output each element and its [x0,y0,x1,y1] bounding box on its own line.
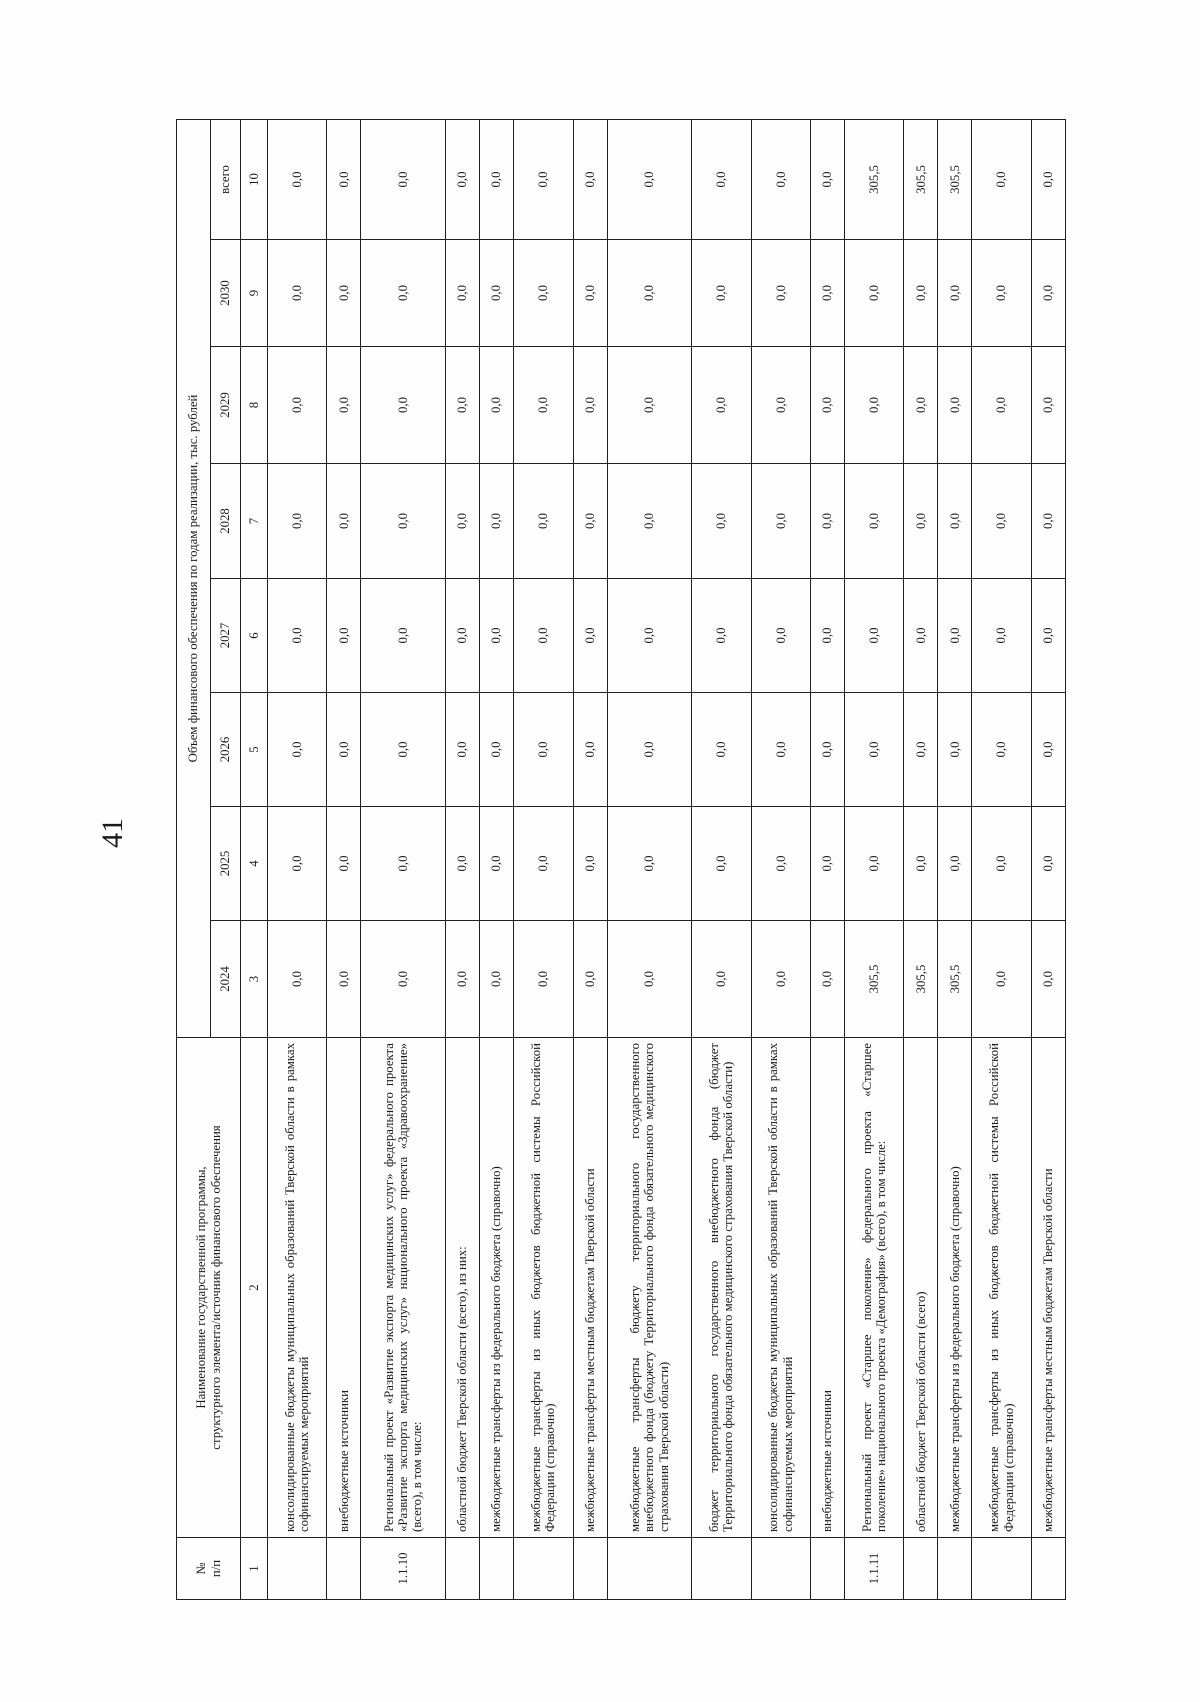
header-colnums-row [241,119,268,1599]
row-value: 0,0 [573,464,607,579]
row-value: 0,0 [480,464,514,579]
table-row [480,119,514,1599]
row-value: 0,0 [692,921,751,1038]
row-number [446,1538,480,1600]
table-row [446,119,480,1599]
header-year: 2026 [211,693,241,807]
row-value: 0,0 [692,464,751,579]
row-value: 0,0 [972,464,1031,579]
row-value: 0,0 [844,347,903,464]
row-value: 0,0 [327,693,361,807]
header-year: всего [211,119,241,239]
row-value: 0,0 [972,807,1031,921]
column-number: 8 [241,347,268,464]
row-value: 0,0 [751,579,810,693]
row-value: 0,0 [810,464,844,579]
row-value: 0,0 [268,807,327,921]
row-name: областной бюджет Тверской области (всего), из них: [446,1038,480,1538]
table-row [514,119,573,1599]
header-volume: Объем финансового обеспечения по годам реализации, тыс. рублей [177,119,211,1037]
row-value: 0,0 [1031,347,1065,464]
table-row [361,119,446,1599]
row-value: 0,0 [361,693,446,807]
row-value: 0,0 [904,807,938,921]
row-value: 0,0 [607,807,692,921]
table-row [692,119,751,1599]
row-value: 0,0 [810,240,844,347]
row-value: 0,0 [1031,921,1065,1038]
table-row [1031,119,1065,1599]
table-row [268,119,327,1599]
row-value: 0,0 [972,693,1031,807]
table-row [844,119,903,1599]
row-value: 0,0 [1031,807,1065,921]
row-value: 0,0 [607,119,692,239]
row-value: 0,0 [938,579,972,693]
row-name: областной бюджет Тверской области (всего) [904,1038,938,1538]
row-value: 0,0 [480,693,514,807]
table-body [268,119,1066,1599]
row-number [904,1538,938,1600]
row-value: 0,0 [573,240,607,347]
row-value: 0,0 [268,693,327,807]
row-number [692,1538,751,1600]
row-value: 0,0 [692,807,751,921]
row-value: 0,0 [1031,119,1065,239]
header-year: 2028 [211,464,241,579]
row-value: 0,0 [327,579,361,693]
row-value: 0,0 [446,921,480,1038]
row-value: 305,5 [844,119,903,239]
row-number [1031,1538,1065,1600]
row-number [810,1538,844,1600]
row-value: 0,0 [268,347,327,464]
row-value: 0,0 [607,921,692,1038]
row-value: 0,0 [327,807,361,921]
row-value: 0,0 [268,579,327,693]
row-value: 0,0 [810,347,844,464]
column-number: 9 [241,240,268,347]
row-value: 0,0 [692,347,751,464]
row-value: 0,0 [573,347,607,464]
row-value: 0,0 [514,119,573,239]
table-row [573,119,607,1599]
column-number: 5 [241,693,268,807]
page-number: 41 [96,818,129,848]
row-value: 0,0 [480,579,514,693]
row-value: 0,0 [938,464,972,579]
row-value: 0,0 [844,464,903,579]
row-value: 0,0 [573,921,607,1038]
row-value: 0,0 [573,119,607,239]
row-number [573,1538,607,1600]
column-number: 10 [241,119,268,239]
row-value: 0,0 [480,807,514,921]
row-value: 0,0 [810,119,844,239]
row-value: 0,0 [607,347,692,464]
row-value: 0,0 [692,693,751,807]
table-row [327,119,361,1599]
column-number: 4 [241,807,268,921]
row-value: 0,0 [514,240,573,347]
row-value: 0,0 [361,119,446,239]
row-value: 0,0 [514,807,573,921]
row-value: 0,0 [361,464,446,579]
header-year: 2027 [211,579,241,693]
rotated-table-container [176,120,1066,1600]
row-value: 305,5 [938,921,972,1038]
row-value: 0,0 [972,347,1031,464]
row-value: 0,0 [810,921,844,1038]
row-value: 0,0 [514,464,573,579]
row-name: межбюджетные трансферты местным бюджетам Тверской области [1031,1038,1065,1538]
row-value: 0,0 [810,807,844,921]
row-value: 0,0 [844,240,903,347]
row-value: 0,0 [810,693,844,807]
row-value: 0,0 [938,807,972,921]
row-value: 0,0 [361,240,446,347]
row-value: 0,0 [514,579,573,693]
row-value: 0,0 [810,579,844,693]
row-value: 0,0 [607,579,692,693]
column-number: 2 [241,1038,268,1538]
row-number: 1.1.10 [361,1538,446,1600]
row-name: внебюджетные источники [810,1038,844,1538]
row-value: 0,0 [514,347,573,464]
row-value: 0,0 [751,119,810,239]
header-num: № п/п [177,1538,241,1600]
row-value: 0,0 [446,693,480,807]
row-name: консолидированные бюджеты муниципальных образований Тверской области в рамках софинансируемых мероприятий [268,1038,327,1538]
row-name: межбюджетные трансферты из федерального бюджета (справочно) [938,1038,972,1538]
table-row [938,119,972,1599]
row-value: 0,0 [268,240,327,347]
row-value: 0,0 [1031,240,1065,347]
row-name: консолидированные бюджеты муниципальных образований Тверской области в рамках софинансируемых мероприятий [751,1038,810,1538]
row-value: 305,5 [904,921,938,1038]
row-value: 0,0 [446,240,480,347]
row-value: 0,0 [692,579,751,693]
row-value: 0,0 [972,921,1031,1038]
row-value: 0,0 [573,807,607,921]
row-number [938,1538,972,1600]
column-number: 1 [241,1538,268,1600]
row-value: 0,0 [844,807,903,921]
row-value: 0,0 [480,921,514,1038]
row-value: 0,0 [607,693,692,807]
header-name: Наименование государственной программы, структурного элемента/источник финансового обеспечения [177,1038,241,1538]
row-value: 0,0 [268,464,327,579]
row-number [480,1538,514,1600]
row-name: межбюджетные трансферты бюджету территориального государственного внебюджетного фонда (бюджету Территориального фонда обязательного медицинского страхования Тверской области) [607,1038,692,1538]
header-year: 2030 [211,240,241,347]
row-value: 0,0 [607,240,692,347]
table-row [607,119,692,1599]
row-value: 0,0 [327,347,361,464]
table-row [972,119,1031,1599]
column-number: 3 [241,921,268,1038]
row-number [514,1538,573,1600]
column-number: 7 [241,464,268,579]
row-value: 305,5 [904,119,938,239]
row-value: 0,0 [1031,693,1065,807]
row-value: 305,5 [844,921,903,1038]
row-value: 0,0 [361,347,446,464]
row-value: 0,0 [904,464,938,579]
row-value: 0,0 [751,347,810,464]
row-value: 0,0 [904,240,938,347]
row-name: внебюджетные источники [327,1038,361,1538]
financing-table [176,119,1066,1600]
row-name: Региональный проект «Старшее поколение» федерального проекта «Старшее поколение» национального проекта «Демография» (всего), в том числе: [844,1038,903,1538]
row-value: 0,0 [327,240,361,347]
row-value: 0,0 [904,693,938,807]
row-value: 0,0 [514,921,573,1038]
row-name: Региональный проект «Развитие экспорта медицинских услуг» федерального проекта «Развитие экспорта медицинских услуг» национального проекта «Здравоохранение» (всего), в том числе: [361,1038,446,1538]
row-name: межбюджетные трансферты местным бюджетам Тверской области [573,1038,607,1538]
table-row [751,119,810,1599]
row-value: 0,0 [972,119,1031,239]
row-value: 0,0 [751,921,810,1038]
row-value: 0,0 [446,807,480,921]
row-value: 0,0 [446,579,480,693]
row-name: межбюджетные трансферты из иных бюджетов бюджетной системы Российской Федерации (справочно) [972,1038,1031,1538]
table-row [810,119,844,1599]
row-name: межбюджетные трансферты из федерального бюджета (справочно) [480,1038,514,1538]
row-number [607,1538,692,1600]
row-value: 0,0 [480,347,514,464]
row-value: 0,0 [327,464,361,579]
row-value: 0,0 [844,579,903,693]
header-year: 2025 [211,807,241,921]
row-name: бюджет территориального государственного внебюджетного фонда (бюджет Территориального фонда обязательного медицинского страхования Тверской области) [692,1038,751,1538]
row-value: 0,0 [844,693,903,807]
row-value: 0,0 [751,807,810,921]
row-value: 305,5 [938,119,972,239]
header-year: 2029 [211,347,241,464]
header-year: 2024 [211,921,241,1038]
row-value: 0,0 [904,347,938,464]
row-value: 0,0 [327,119,361,239]
row-value: 0,0 [751,464,810,579]
row-value: 0,0 [480,119,514,239]
table-row [904,119,938,1599]
row-value: 0,0 [692,240,751,347]
column-number: 6 [241,579,268,693]
row-number [751,1538,810,1600]
row-value: 0,0 [938,347,972,464]
row-value: 0,0 [1031,464,1065,579]
row-value: 0,0 [514,693,573,807]
row-value: 0,0 [268,119,327,239]
row-value: 0,0 [972,579,1031,693]
row-value: 0,0 [573,579,607,693]
row-number [327,1538,361,1600]
row-number [972,1538,1031,1600]
row-value: 0,0 [361,807,446,921]
row-number [268,1538,327,1600]
row-value: 0,0 [480,240,514,347]
row-value: 0,0 [938,693,972,807]
row-value: 0,0 [1031,579,1065,693]
row-value: 0,0 [692,119,751,239]
row-value: 0,0 [751,693,810,807]
row-value: 0,0 [573,693,607,807]
row-value: 0,0 [751,240,810,347]
row-value: 0,0 [268,921,327,1038]
row-value: 0,0 [361,921,446,1038]
row-value: 0,0 [327,921,361,1038]
row-value: 0,0 [938,240,972,347]
row-value: 0,0 [446,347,480,464]
row-value: 0,0 [607,464,692,579]
row-number: 1.1.11 [844,1538,903,1600]
row-name: межбюджетные трансферты из иных бюджетов бюджетной системы Российской Федерации (справочно) [514,1038,573,1538]
row-value: 0,0 [361,579,446,693]
row-value: 0,0 [446,464,480,579]
row-value: 0,0 [904,579,938,693]
row-value: 0,0 [972,240,1031,347]
row-value: 0,0 [446,119,480,239]
